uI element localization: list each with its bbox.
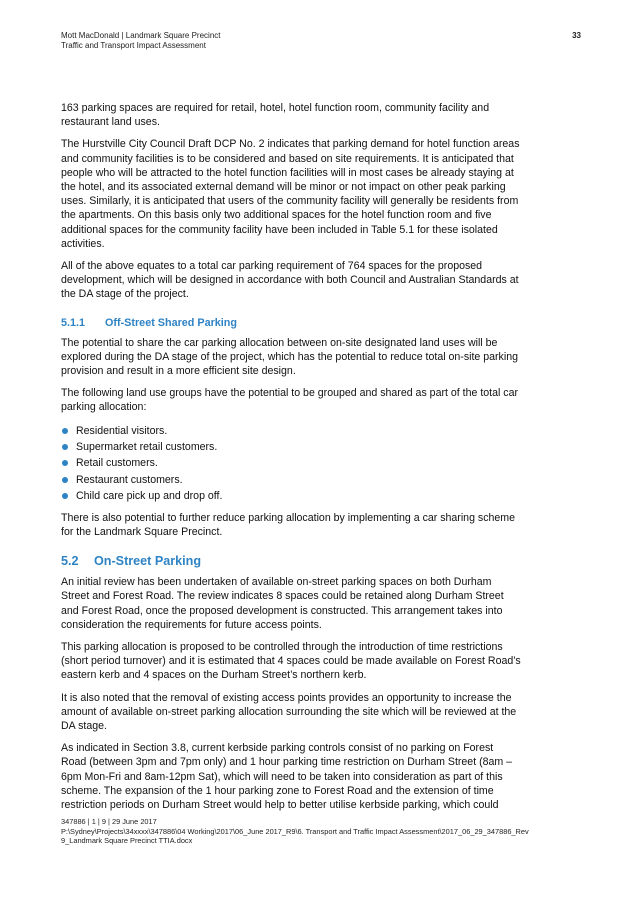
bullet-icon: [62, 428, 68, 434]
paragraph: All of the above equates to a total car parking requirement of 764 spaces for the proposed development, which will be designed in accordance with both Council and Australian Standards at the DA stage of the project.: [61, 260, 519, 301]
list-item: [61, 472, 521, 488]
bullet-icon: [62, 493, 68, 499]
section-number: 5.2: [61, 554, 79, 569]
header-report-subtitle: Traffic and Transport Impact Assessment: [61, 41, 206, 50]
page-number: 33: [572, 31, 581, 40]
paragraph: As indicated in Section 3.8, current kerbside parking controls consist of no parking on Forest Road (between 3pm and 7pm only) and 1 hour parking time restriction on Durham Street (8am – 6pm Mon-Fri and 8am-12pm Sat), which will need to be taken into consideration as part of this scheme. The expansion of the 1 hour parking zone to Forest Road and the extension of time restriction periods on Durham Street would help to better utilise kerbside parking, which could: [61, 742, 513, 811]
list-item: [61, 488, 521, 504]
bullet-icon: [62, 477, 68, 483]
section-title: Off-Street Shared Parking: [105, 316, 237, 329]
list-item-text: Residential visitors.: [76, 424, 168, 437]
section-heading-5-2: [61, 553, 521, 569]
section-number: 5.1.1: [61, 316, 86, 329]
list-item: [61, 439, 521, 455]
section-heading-5-1-1: [61, 316, 521, 330]
section-title: On-Street Parking: [94, 554, 202, 569]
bullet-icon: [62, 460, 68, 466]
paragraph: There is also potential to further reduce parking allocation by implementing a car sharing scheme for the Landmark Square Precinct.: [61, 511, 516, 538]
list-item: [61, 423, 521, 439]
paragraph: It is also noted that the removal of existing access points provides an opportunity to increase the amount of available on-street parking allocation surrounding the site which will be reviewed at the DA stage.: [61, 691, 517, 732]
page-footer: [61, 817, 541, 846]
footer-document-ref: 347886 | 1 | 9 | 29 June 2017: [61, 817, 157, 826]
list-item: [61, 455, 521, 471]
paragraph: An initial review has been undertaken of available on-street parking spaces on both Durham Street and Forest Road. The review indicates 8 spaces could be retained along Durham Street and Forest Road, once the proposed development is constructed. This arrangement takes into consideration the requirements for future access points.: [61, 576, 504, 631]
paragraph: 163 parking spaces are required for retail, hotel, hotel function room, community facility and restaurant land uses.: [61, 102, 490, 129]
footer-file-name: 9_Landmark Square Precinct TTIA.docx: [61, 836, 193, 845]
list-item-text: Retail customers.: [76, 457, 158, 470]
paragraph: The following land use groups have the potential to be grouped and shared as part of the total car parking allocation:: [61, 387, 519, 414]
list-item-text: Supermarket retail customers.: [76, 441, 218, 454]
paragraph: The Hurstville City Council Draft DCP No. 2 indicates that parking demand for hotel function areas and community facilities is to be considered and based on site requirements. It is anticipated that people who will be attracted to the hotel function facilities will in most cases be already staying at the hotel, and its associated external demand will be minor or not impact on other peak parking uses. Similarly, it is anticipated that users of the community facility will generally be residents from the apartments. On this basis only two additional spaces for the hotel function room and five additional spaces for the community facility have been included in Table 5.1 for these isolated activities.: [61, 138, 520, 250]
footer-file-path: P:\Sydney\Projects\34xxxx\347886\04 Working\2017\06_June 2017_R9\6. Transport and Traffic Impact Assessment\2017_06_29_347886_Rev: [61, 826, 529, 836]
document-body: [61, 101, 521, 820]
land-use-list: [61, 423, 521, 505]
list-item-text: Child care pick up and drop off.: [76, 490, 223, 503]
paragraph: This parking allocation is proposed to be controlled through the introduction of time restrictions (short period turnover) and it is estimated that 4 spaces could be made available on Forest Road’s eastern kerb and 4 spaces on the Durham Street’s northern kerb.: [61, 640, 521, 682]
page-header: [61, 31, 581, 51]
list-item-text: Restaurant customers.: [76, 473, 183, 486]
paragraph: The potential to share the car parking allocation between on-site designated land uses will be explored during the DA stage of the project, which has the potential to reduce total on-site parking provision and result in a more efficient site design.: [61, 336, 518, 378]
header-report-title: Mott MacDonald | Landmark Square Precinct: [61, 31, 221, 40]
bullet-icon: [62, 444, 68, 450]
